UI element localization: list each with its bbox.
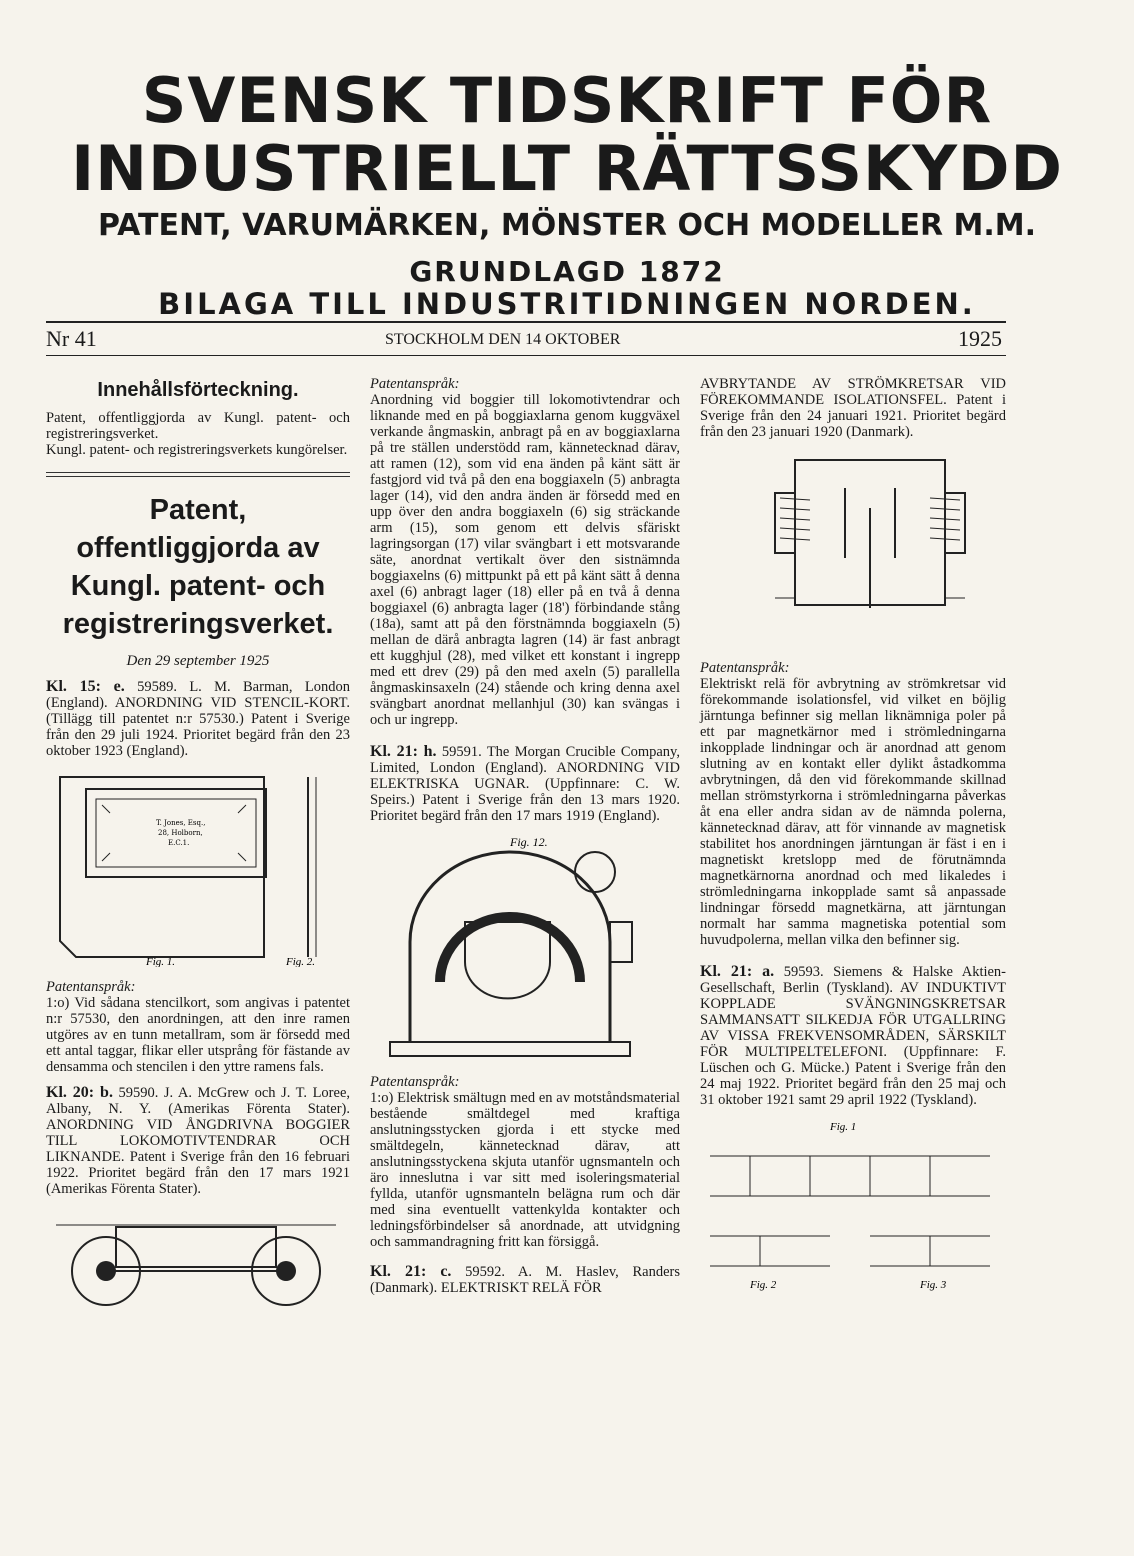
claim-text: Elektriskt relä för avbrytning av strömkretsar vid förekommande isolationsfel, vid vilket en böjlig järntunga befinner sig mellan liknämniga poler på ett par magnetkärnor med i strömledningarna inkopplade lindningar och är anordnad att genom slutning av en kontakt eller dylikt åstadkomma avbrytningen, då den vid förekommande skillnad mellan strömstyrkorna i strömledningarna påverkas åt ena eller andra sidan av de nämnda polerna, kännetecknad därav, att för vinnande av magnetisk stabilitet hos anordningen järntungan är fäst i en i magnetiskt kretslopp med de förutnämnda magnetkärnorna anordnad och med likaledes i strömledningarna inkopplade samt så anpassade lindningar försedd magnetkärna, att järntungan normalt har samma magnetiska potential som huvudpolerna, mellan vilka den befinner sig. — [700, 676, 1006, 948]
entry-text: 59589. L. M. Barman, London (England). ANORDNING VID STENCIL-KORT. (Tillägg till patentet n:r 57530.) Patent i Sverige från den 29 juli 1924. Prioritet begärd från den 23 oktober 1923 (England). — [46, 679, 350, 759]
fig-caption-3: Fig. 3 — [920, 1279, 947, 1291]
column-2 — [370, 376, 680, 1296]
fig-caption: Fig. 12. — [510, 835, 548, 849]
fig-caption-1: Fig. 1 — [830, 1121, 857, 1133]
masthead-supplement: BILAGA TILL INDUSTRITIDNINGEN NORDEN. — [158, 287, 976, 321]
entry-text: 59590. J. A. McGrew och J. T. Loree, Albany, N. Y. (Amerikas Förenta Stater). ANORDNING VID ÅNGDRIVNA BOGGIER TILL LOKOMOTIVTENDRAR OCH LIKNANDE. Patent i Sverige från den 16 februari 1922. Prioritet begärd från den 17 mars 1921 (Amerikas Förenta Stater). — [46, 1085, 351, 1197]
issue-place-date: STOCKHOLM DEN 14 OKTOBER — [385, 331, 621, 348]
claim-text: Anordning vid boggier till lokomotivtendrar och liknande med en på boggiaxlarna genom kuggväxel verkande ångmaskin, anbragt på en av boggiaxlarna på tre ställen understödd ram, kännetecknad därav, att ramen (12), som vid ena änden på känt sätt är fastgjord vid två på den ena boggiaxeln (5) anbragta lager (14), vid den andra änden är försedd med en upp över den andra boggiaxeln (6) sig sträckande arm (15), som genom ett delvis sfäriskt lagringsorgan (17) vilar svängbart i ett motsvarande säte, anordnat vertikalt över den sistnämnda boggiaxelns (6) mittpunkt på ett på känt sätt å denna axel (6) anbragt lager (18) eller på en två å denna boggiaxel (6) anbragta lager (18') förbindande stång (18a), samt att på den förstnämnda boggiaxeln (5) mellan de därå anbragta lagren (14) är fast anbragt ett kugghjul (28), med vilket ett konstant i ingrepp med ett drev (29) på den med axeln (5) parallella ångmaskinsaxeln (24) stående och kring denna axel svängbart anordnat mellanhjul (30) kan svängas i och ur ingrepp. — [370, 392, 680, 728]
class-code: Kl. 21: c. — [370, 1263, 452, 1280]
toc-item: Kungl. patent- och registreringsverkets kungörelser. — [46, 442, 348, 458]
entry-59590 — [46, 1085, 350, 1197]
entry-59591 — [370, 744, 680, 824]
entry-59589 — [46, 679, 350, 759]
toc-heading: Innehållsförteckning. — [97, 379, 299, 401]
class-code: Kl. 21: a. — [700, 963, 775, 980]
entry-text: 59592. A. M. Haslev, Randers (Danmark). ELEKTRISKT RELÄ FÖR — [370, 1264, 680, 1296]
fig-address-line1: T. Jones, Esq., — [156, 819, 206, 827]
column-3 — [700, 376, 1006, 1308]
bogie-figure — [46, 1205, 346, 1315]
class-code: Kl. 21: h. — [370, 743, 437, 760]
class-code: Kl. 15: e. — [46, 678, 125, 695]
relay-figure — [700, 448, 1000, 648]
claim-label: Patentanspråk: — [370, 376, 460, 392]
toc-item: Patent, offentliggjorda av Kungl. patent- och registreringsverket. — [46, 410, 350, 442]
entry-text: 59591. The Morgan Crucible Company, Limited, London (England). ANORDNING VID ELEKTRISKA UGNAR. (Uppfinnare: C. W. Speirs.) Patent i Sverige från den 13 mars 1920. Prioritet begärd från den 17 mars 1919 (England). — [370, 744, 680, 824]
claim-label: Patentanspråk: — [46, 979, 136, 995]
column-1 — [46, 376, 350, 1327]
claim-label: Patentanspråk: — [700, 660, 790, 676]
issue-year: 1925 — [958, 326, 1002, 351]
masthead-title-line1: SVENSK TIDSKRIFT FÖR — [141, 64, 993, 137]
masthead-subtitle: PATENT, VARUMÄRKEN, MÖNSTER OCH MODELLER M.M. — [97, 208, 1037, 243]
fig-address-line3: E.C.1. — [168, 839, 190, 847]
masthead-title-line2: INDUSTRIELLT RÄTTSSKYDD — [71, 132, 1063, 205]
entry-text: 59593. Siemens & Halske Aktien-Gesellschaft, Berlin (Tyskland). AV INDUKTIVT KOPPLADE SVÄNGNINGSKRETSAR SAMMANSATT SILKEDJA FÖR UTGALLRING AV VISSA FREKVENSOMRÅDEN, SÄRSKILT FÖR MULTIPELTELEFONI. (Uppfinnare: F. Lüschen och G. Mücke.) Patent i Sverige från den 24 maj 1922. Prioritet begärd från den 25 maj och 31 oktober 1921 samt 29 april 1922 (Tyskland). — [700, 964, 1007, 1108]
claim-label: Patentanspråk: — [370, 1074, 460, 1090]
section-date: Den 29 september 1925 — [126, 653, 270, 669]
furnace-figure — [370, 832, 670, 1062]
filter-chain-figure — [700, 1116, 1000, 1296]
class-code: Kl. 20: b. — [46, 1084, 113, 1101]
entry-59592-start — [370, 1264, 680, 1296]
entry-59592-continued: AVBRYTANDE AV STRÖMKRETSAR VID FÖREKOMMANDE ISOLATIONSFEL. Patent i Sverige från den 24 januari 1921. Prioritet begärd från den 23 januari 1920 (Danmark). — [700, 376, 1006, 440]
fig-caption-2: Fig. 2. — [286, 956, 316, 967]
fig-caption-1: Fig. 1. — [146, 956, 176, 967]
stencil-card-figure — [46, 767, 346, 967]
fig-caption-2: Fig. 2 — [750, 1279, 777, 1291]
claim-text: 1:o) Elektrisk smältugn med en av motståndsmaterial bestående smältdegel med kraftiga anslutningsstycken gjorda i ett stycke med smältdegeln, kännetecknad därav, att anslutningsstyckena skjuta utanför ugnsmanteln och äro inneslutna i var sitt med isoleringsmaterial fyllda, utanför ugnsmanteln belägna rum och där med sina eventuellt vattenkylda kontakter och ledningsförbindelser så anordnade, att utvidgning och sammandragning fritt kan försiggå. — [370, 1090, 680, 1250]
claim-text: 1:o) Vid sådana stencilkort, som angivas i patentet n:r 57530, den anordningen, att den inre ramen utgöres av en tunn metallram, som är försedd med ett antal taggar, flikar eller utsprång för fästande av densamma och stencilen i den yttre ramens fals. — [46, 995, 350, 1075]
section-divider — [46, 472, 350, 477]
masthead-founded: GRUNDLAGD 1872 — [409, 255, 725, 288]
header-rule-top — [46, 321, 1006, 323]
section-heading: Patent, offentliggjorda av Kungl. patent- och registreringsverket. — [62, 494, 334, 640]
entry-59593 — [700, 964, 1006, 1108]
fig-address-line2: 28, Holborn, — [158, 829, 203, 837]
header-rule-bottom — [46, 355, 1006, 356]
issue-number: Nr 41 — [46, 326, 97, 351]
